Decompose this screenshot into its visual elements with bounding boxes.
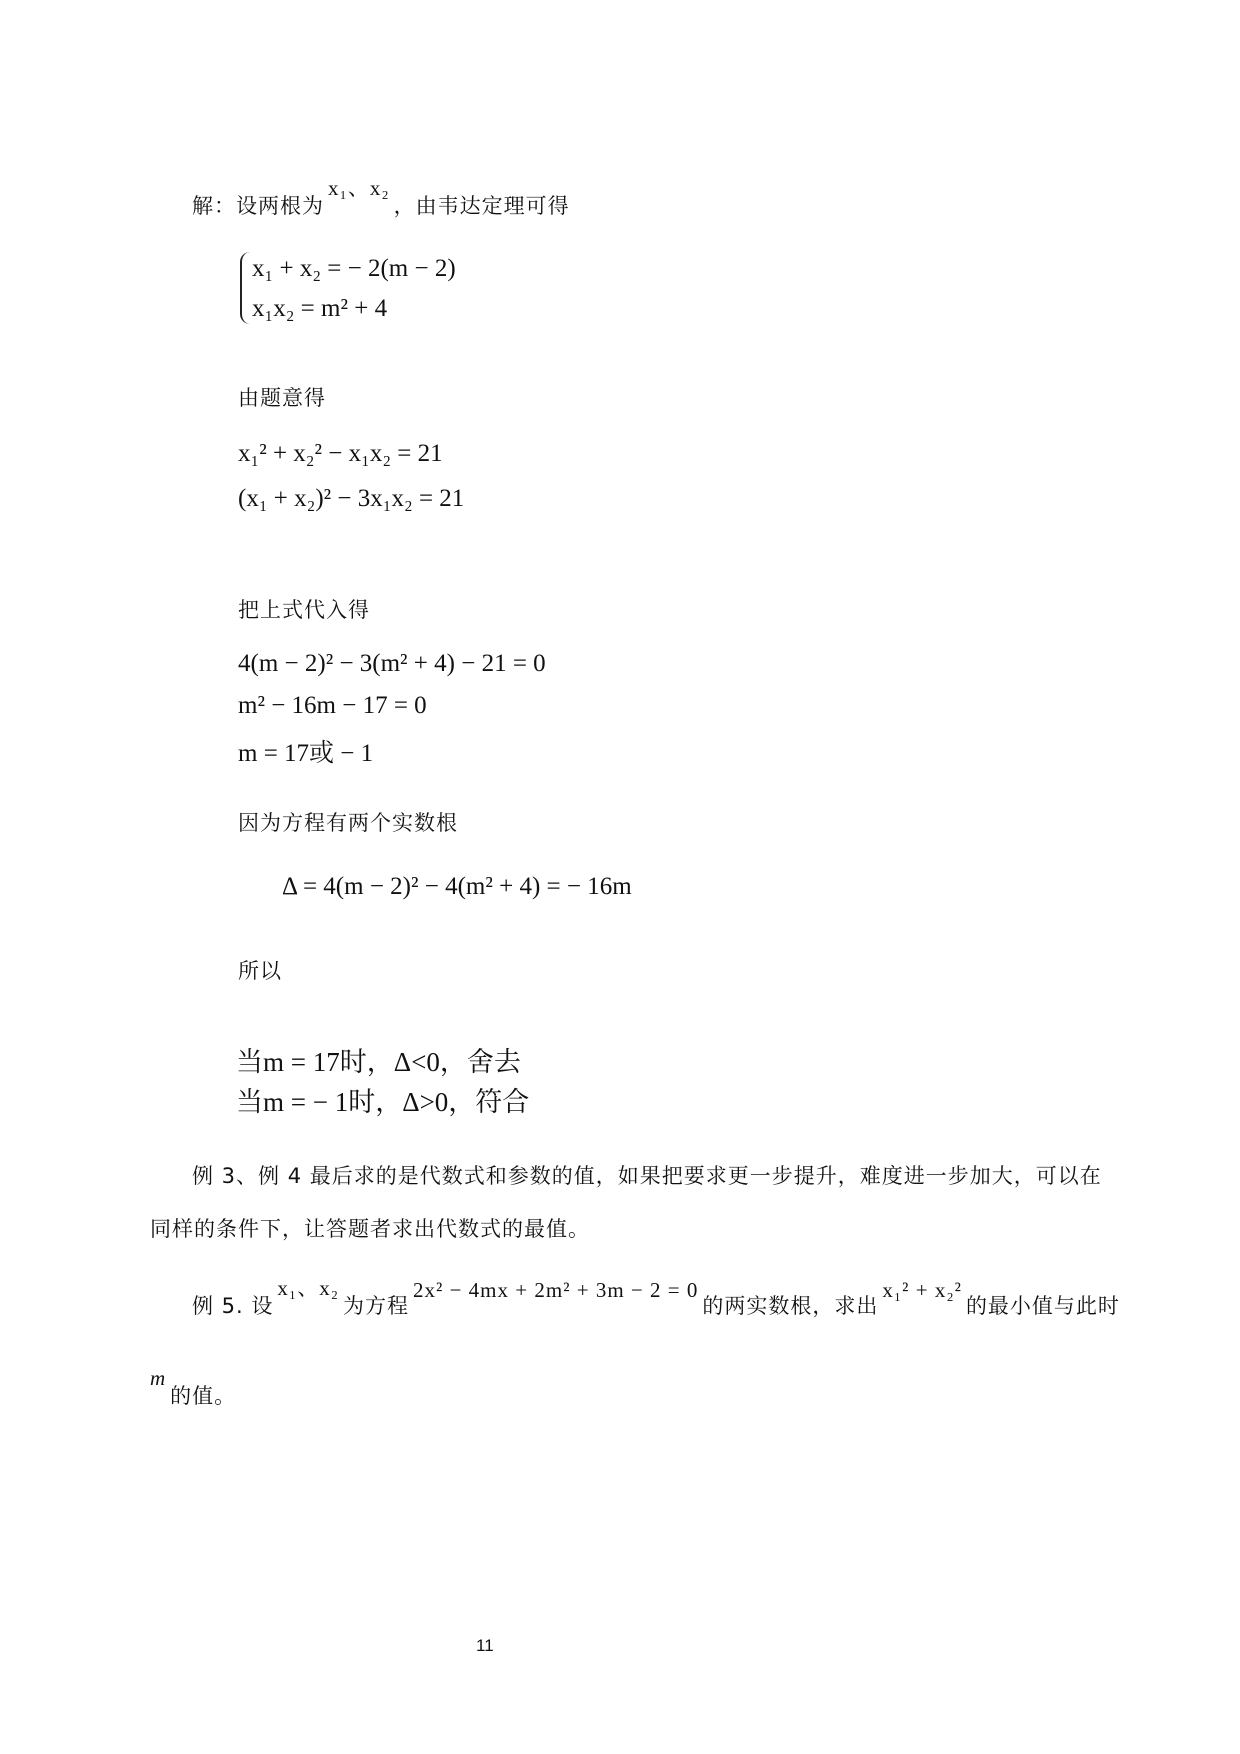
step-substitute: 把上式代入得 xyxy=(238,598,370,622)
example-5-line-1 xyxy=(192,1276,1120,1320)
discriminant: Δ = 4(m − 2)² − 4(m² + 4) = − 16m xyxy=(282,873,632,900)
solution-intro xyxy=(192,176,570,220)
vieta-line-1: x₁ + x₂ = − 2(m − 2) xyxy=(252,255,456,282)
example-5-end: 的值。 xyxy=(170,1384,237,1408)
step-given: 由题意得 xyxy=(238,386,326,410)
step-therefore: 所以 xyxy=(238,959,282,983)
example-5-expression: x₁² + x₂² xyxy=(882,1278,962,1302)
example-5-mid1: 为方程 xyxy=(343,1294,410,1318)
example-5-equation: 2x² − 4mx + 2m² + 3m − 2 = 0 xyxy=(413,1278,699,1302)
paragraph-line-2: 同样的条件下，让答题者求出代数式的最值。 xyxy=(150,1217,590,1241)
case-line-1: 当m = 17时，Δ<0，舍去 xyxy=(236,1047,521,1077)
solution-intro-suffix: ，由韦达定理可得 xyxy=(393,194,570,218)
vieta-line-2: x₁x₂ = m² + 4 xyxy=(252,295,388,322)
example-5-roots: x₁、x₂ xyxy=(277,1276,340,1300)
given-eq-line-2: (x₁ + x₂)² − 3x₁x₂ = 21 xyxy=(238,485,465,512)
substituted-line-3: m = 17或 − 1 xyxy=(238,740,374,767)
solution-intro-prefix: 解：设两根为 xyxy=(192,194,324,218)
case-line-2: 当m = − 1时，Δ>0，符合 xyxy=(236,1087,530,1117)
example-5-suffix: 的最小值与此时 xyxy=(965,1294,1120,1318)
paragraph-line-1: 例 3、例 4 最后求的是代数式和参数的值，如果把要求更一步提升，难度进一步加大，可以在 xyxy=(192,1164,1102,1188)
example-5-prefix: 例 5. 设 xyxy=(192,1294,274,1318)
example-5-var: m xyxy=(150,1366,167,1390)
substituted-line-2: m² − 16m − 17 = 0 xyxy=(238,692,427,719)
example-5-line-2 xyxy=(150,1366,237,1410)
roots-label: x₁、x₂ xyxy=(328,176,390,200)
substituted-line-1: 4(m − 2)² − 3(m² + 4) − 21 = 0 xyxy=(238,650,546,677)
given-eq-line-1: x₁² + x₂² − x₁x₂ = 21 xyxy=(238,440,443,467)
example-5-mid2: 的两实数根，求出 xyxy=(702,1294,879,1318)
step-real-roots: 因为方程有两个实数根 xyxy=(238,811,458,835)
page-number: 11 xyxy=(476,1636,494,1655)
